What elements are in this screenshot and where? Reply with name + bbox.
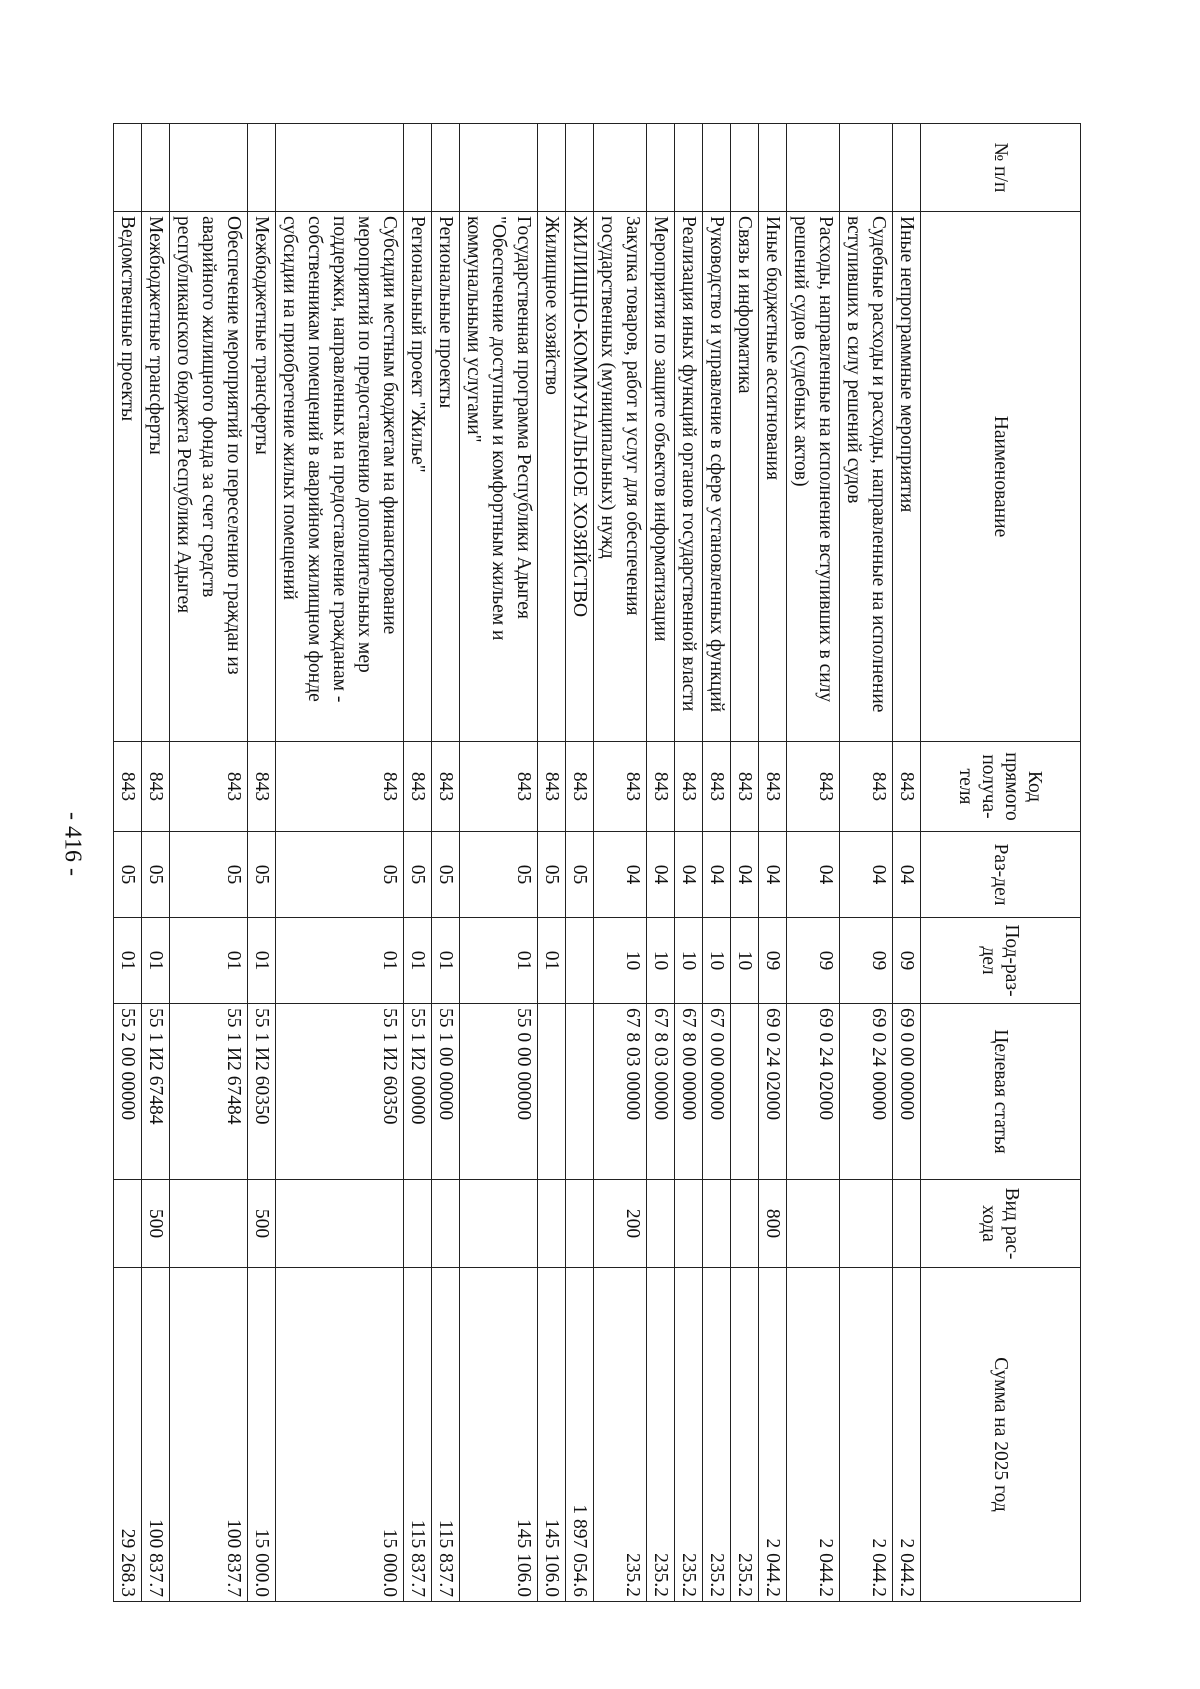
row-code: 843 xyxy=(787,742,840,832)
row-section: 04 xyxy=(787,832,840,918)
table-row xyxy=(840,124,893,1602)
row-target: 67 8 03 00000 xyxy=(647,1004,675,1180)
row-vid: 500 xyxy=(248,1180,276,1268)
row-name: Расходы, направленные на исполнение вступивших в силу решений судов (судебных актов) xyxy=(787,212,840,742)
row-section: 04 xyxy=(731,832,759,918)
row-subsection: 01 xyxy=(460,918,538,1004)
row-name: Ведомственные проекты xyxy=(114,212,142,742)
row-num xyxy=(538,124,566,212)
row-target: 67 8 00 00000 xyxy=(675,1004,703,1180)
row-amount: 29 268.3 xyxy=(114,1268,142,1602)
row-target xyxy=(538,1004,566,1180)
header-recipient-code: Код прямого получа-теля xyxy=(921,742,1081,832)
table-row xyxy=(675,124,703,1602)
header-amount: Сумма на 2025 год xyxy=(921,1268,1081,1602)
row-subsection: 01 xyxy=(142,918,170,1004)
header-section: Раз-дел xyxy=(921,832,1081,918)
row-vid xyxy=(675,1180,703,1268)
table-row xyxy=(432,124,460,1602)
row-subsection: 01 xyxy=(276,918,404,1004)
row-num xyxy=(248,124,276,212)
row-name: Жилищное хозяйство xyxy=(538,212,566,742)
row-num xyxy=(404,124,432,212)
row-section: 05 xyxy=(114,832,142,918)
header-row xyxy=(921,124,1081,1602)
row-target: 55 1 И2 67484 xyxy=(142,1004,170,1180)
row-num xyxy=(276,124,404,212)
row-target: 69 0 24 02000 xyxy=(787,1004,840,1180)
row-num xyxy=(759,124,787,212)
row-section: 05 xyxy=(248,832,276,918)
row-section: 05 xyxy=(404,832,432,918)
table-row xyxy=(276,124,404,1602)
row-code: 843 xyxy=(432,742,460,832)
row-num xyxy=(787,124,840,212)
row-code: 843 xyxy=(893,742,921,832)
rotated-table-container xyxy=(117,123,1081,1601)
row-vid xyxy=(170,1180,248,1268)
row-subsection: 09 xyxy=(759,918,787,1004)
row-target xyxy=(731,1004,759,1180)
row-code: 843 xyxy=(248,742,276,832)
table-row xyxy=(404,124,432,1602)
table-row xyxy=(703,124,731,1602)
row-amount: 235.2 xyxy=(703,1268,731,1602)
row-subsection: 10 xyxy=(703,918,731,1004)
header-name: Наименование xyxy=(921,212,1081,742)
row-name: Закупка товаров, работ и услуг для обеспечения государственных (муниципальных) нужд xyxy=(594,212,647,742)
budget-table xyxy=(113,123,1081,1602)
row-vid xyxy=(114,1180,142,1268)
row-num xyxy=(840,124,893,212)
row-target: 55 2 00 00000 xyxy=(114,1004,142,1180)
row-code: 843 xyxy=(566,742,594,832)
row-name: Межбюджетные трансферты xyxy=(248,212,276,742)
row-name: Региональные проекты xyxy=(432,212,460,742)
row-amount: 2 044.2 xyxy=(893,1268,921,1602)
row-num xyxy=(114,124,142,212)
row-target: 69 0 00 00000 xyxy=(893,1004,921,1180)
row-amount: 100 837.7 xyxy=(170,1268,248,1602)
row-subsection: 10 xyxy=(675,918,703,1004)
row-num xyxy=(460,124,538,212)
row-section: 05 xyxy=(142,832,170,918)
row-name: Реализация иных функций органов государственной власти xyxy=(675,212,703,742)
row-amount: 15 000.0 xyxy=(276,1268,404,1602)
row-vid: 500 xyxy=(142,1180,170,1268)
row-section: 04 xyxy=(594,832,647,918)
row-target: 55 1 И2 60350 xyxy=(276,1004,404,1180)
row-subsection: 10 xyxy=(647,918,675,1004)
row-section: 05 xyxy=(566,832,594,918)
row-num xyxy=(566,124,594,212)
row-amount: 145 106.0 xyxy=(538,1268,566,1602)
row-subsection: 01 xyxy=(170,918,248,1004)
table-row xyxy=(566,124,594,1602)
row-section: 05 xyxy=(538,832,566,918)
row-num xyxy=(432,124,460,212)
row-subsection: 09 xyxy=(840,918,893,1004)
row-target: 69 0 24 02000 xyxy=(759,1004,787,1180)
row-subsection: 01 xyxy=(248,918,276,1004)
page-number: - 416 - xyxy=(59,812,86,876)
row-code: 843 xyxy=(703,742,731,832)
row-code: 843 xyxy=(114,742,142,832)
row-amount: 235.2 xyxy=(675,1268,703,1602)
row-vid xyxy=(432,1180,460,1268)
row-target xyxy=(566,1004,594,1180)
row-section: 04 xyxy=(703,832,731,918)
row-target: 55 0 00 00000 xyxy=(460,1004,538,1180)
row-num xyxy=(893,124,921,212)
row-vid xyxy=(731,1180,759,1268)
row-section: 05 xyxy=(170,832,248,918)
row-subsection: 01 xyxy=(432,918,460,1004)
row-amount: 2 044.2 xyxy=(759,1268,787,1602)
table-row xyxy=(538,124,566,1602)
row-section: 05 xyxy=(432,832,460,918)
row-section: 04 xyxy=(647,832,675,918)
row-target: 55 1 И2 00000 xyxy=(404,1004,432,1180)
row-name: Связь и информатика xyxy=(731,212,759,742)
row-code: 843 xyxy=(675,742,703,832)
row-amount: 115 837.7 xyxy=(404,1268,432,1602)
row-name: Иные непрограммные мероприятия xyxy=(893,212,921,742)
table-row xyxy=(647,124,675,1602)
row-vid xyxy=(787,1180,840,1268)
row-name: Судебные расходы и расходы, направленные на исполнение вступивших в силу решений судов xyxy=(840,212,893,742)
row-num xyxy=(594,124,647,212)
table-row xyxy=(114,124,142,1602)
row-amount: 2 044.2 xyxy=(787,1268,840,1602)
header-subsection: Под-раз-дел xyxy=(921,918,1081,1004)
row-vid xyxy=(460,1180,538,1268)
row-subsection: 01 xyxy=(114,918,142,1004)
row-name: Государственная программа Республики Адыгея "Обеспечение доступным и комфортным жильем и коммунальными услугами" xyxy=(460,212,538,742)
row-section: 04 xyxy=(675,832,703,918)
row-amount: 1 897 054.6 xyxy=(566,1268,594,1602)
row-subsection: 09 xyxy=(787,918,840,1004)
row-vid xyxy=(566,1180,594,1268)
row-name: Межбюджетные трансферты xyxy=(142,212,170,742)
table-row xyxy=(893,124,921,1602)
header-num: № п/п xyxy=(921,124,1081,212)
row-amount: 235.2 xyxy=(731,1268,759,1602)
row-name: Региональный проект "Жилье" xyxy=(404,212,432,742)
row-code: 843 xyxy=(538,742,566,832)
row-code: 843 xyxy=(840,742,893,832)
header-target: Целевая статья xyxy=(921,1004,1081,1180)
row-name: Руководство и управление в сфере установленных функций xyxy=(703,212,731,742)
row-amount: 2 044.2 xyxy=(840,1268,893,1602)
header-expense-type: Вид рас-хода xyxy=(921,1180,1081,1268)
row-name: ЖИЛИЩНО-КОММУНАЛЬНОЕ ХОЗЯЙСТВО xyxy=(566,212,594,742)
row-target: 67 8 03 00000 xyxy=(594,1004,647,1180)
table-row xyxy=(170,124,248,1602)
row-code: 843 xyxy=(404,742,432,832)
table-row xyxy=(460,124,538,1602)
row-code: 843 xyxy=(460,742,538,832)
row-amount: 145 106.0 xyxy=(460,1268,538,1602)
row-subsection: 01 xyxy=(404,918,432,1004)
row-amount: 235.2 xyxy=(594,1268,647,1602)
row-target: 55 1 И2 67484 xyxy=(170,1004,248,1180)
row-section: 05 xyxy=(276,832,404,918)
row-num xyxy=(647,124,675,212)
row-name: Субсидии местным бюджетам на финансирование мероприятий по предоставлению дополнительных мер поддержки, направленных на предоставление гражданам - собственникам помещений в аварийном жилищном фонде субсидии на приобретение жилых помещений xyxy=(276,212,404,742)
row-num xyxy=(675,124,703,212)
row-code: 843 xyxy=(647,742,675,832)
row-name: Иные бюджетные ассигнования xyxy=(759,212,787,742)
row-vid xyxy=(893,1180,921,1268)
row-target: 69 0 24 00000 xyxy=(840,1004,893,1180)
row-subsection: 01 xyxy=(538,918,566,1004)
row-amount: 115 837.7 xyxy=(432,1268,460,1602)
row-target: 55 1 00 00000 xyxy=(432,1004,460,1180)
row-target: 55 1 И2 60350 xyxy=(248,1004,276,1180)
table-row xyxy=(731,124,759,1602)
row-name: Мероприятия по защите объектов информатизации xyxy=(647,212,675,742)
row-num xyxy=(170,124,248,212)
row-section: 04 xyxy=(893,832,921,918)
row-vid xyxy=(647,1180,675,1268)
table-row xyxy=(759,124,787,1602)
row-code: 843 xyxy=(170,742,248,832)
row-vid xyxy=(538,1180,566,1268)
row-vid: 800 xyxy=(759,1180,787,1268)
row-subsection: 10 xyxy=(594,918,647,1004)
row-num xyxy=(142,124,170,212)
row-code: 843 xyxy=(594,742,647,832)
row-vid xyxy=(404,1180,432,1268)
table-row xyxy=(142,124,170,1602)
row-section: 05 xyxy=(460,832,538,918)
row-target: 67 0 00 00000 xyxy=(703,1004,731,1180)
row-code: 843 xyxy=(731,742,759,832)
row-num xyxy=(731,124,759,212)
row-amount: 100 837.7 xyxy=(142,1268,170,1602)
row-amount: 235.2 xyxy=(647,1268,675,1602)
row-vid xyxy=(703,1180,731,1268)
row-code: 843 xyxy=(276,742,404,832)
row-section: 04 xyxy=(840,832,893,918)
table-row xyxy=(787,124,840,1602)
row-num xyxy=(703,124,731,212)
row-code: 843 xyxy=(759,742,787,832)
row-section: 04 xyxy=(759,832,787,918)
row-name: Обеспечение мероприятий по переселению граждан из аварийного жилищного фонда за счет средств республиканского бюджета Республики Адыгея xyxy=(170,212,248,742)
row-subsection: 10 xyxy=(731,918,759,1004)
row-amount: 15 000.0 xyxy=(248,1268,276,1602)
row-vid xyxy=(840,1180,893,1268)
table-row xyxy=(594,124,647,1602)
row-code: 843 xyxy=(142,742,170,832)
table-row xyxy=(248,124,276,1602)
row-vid: 200 xyxy=(594,1180,647,1268)
row-subsection xyxy=(566,918,594,1004)
row-subsection: 09 xyxy=(893,918,921,1004)
row-vid xyxy=(276,1180,404,1268)
